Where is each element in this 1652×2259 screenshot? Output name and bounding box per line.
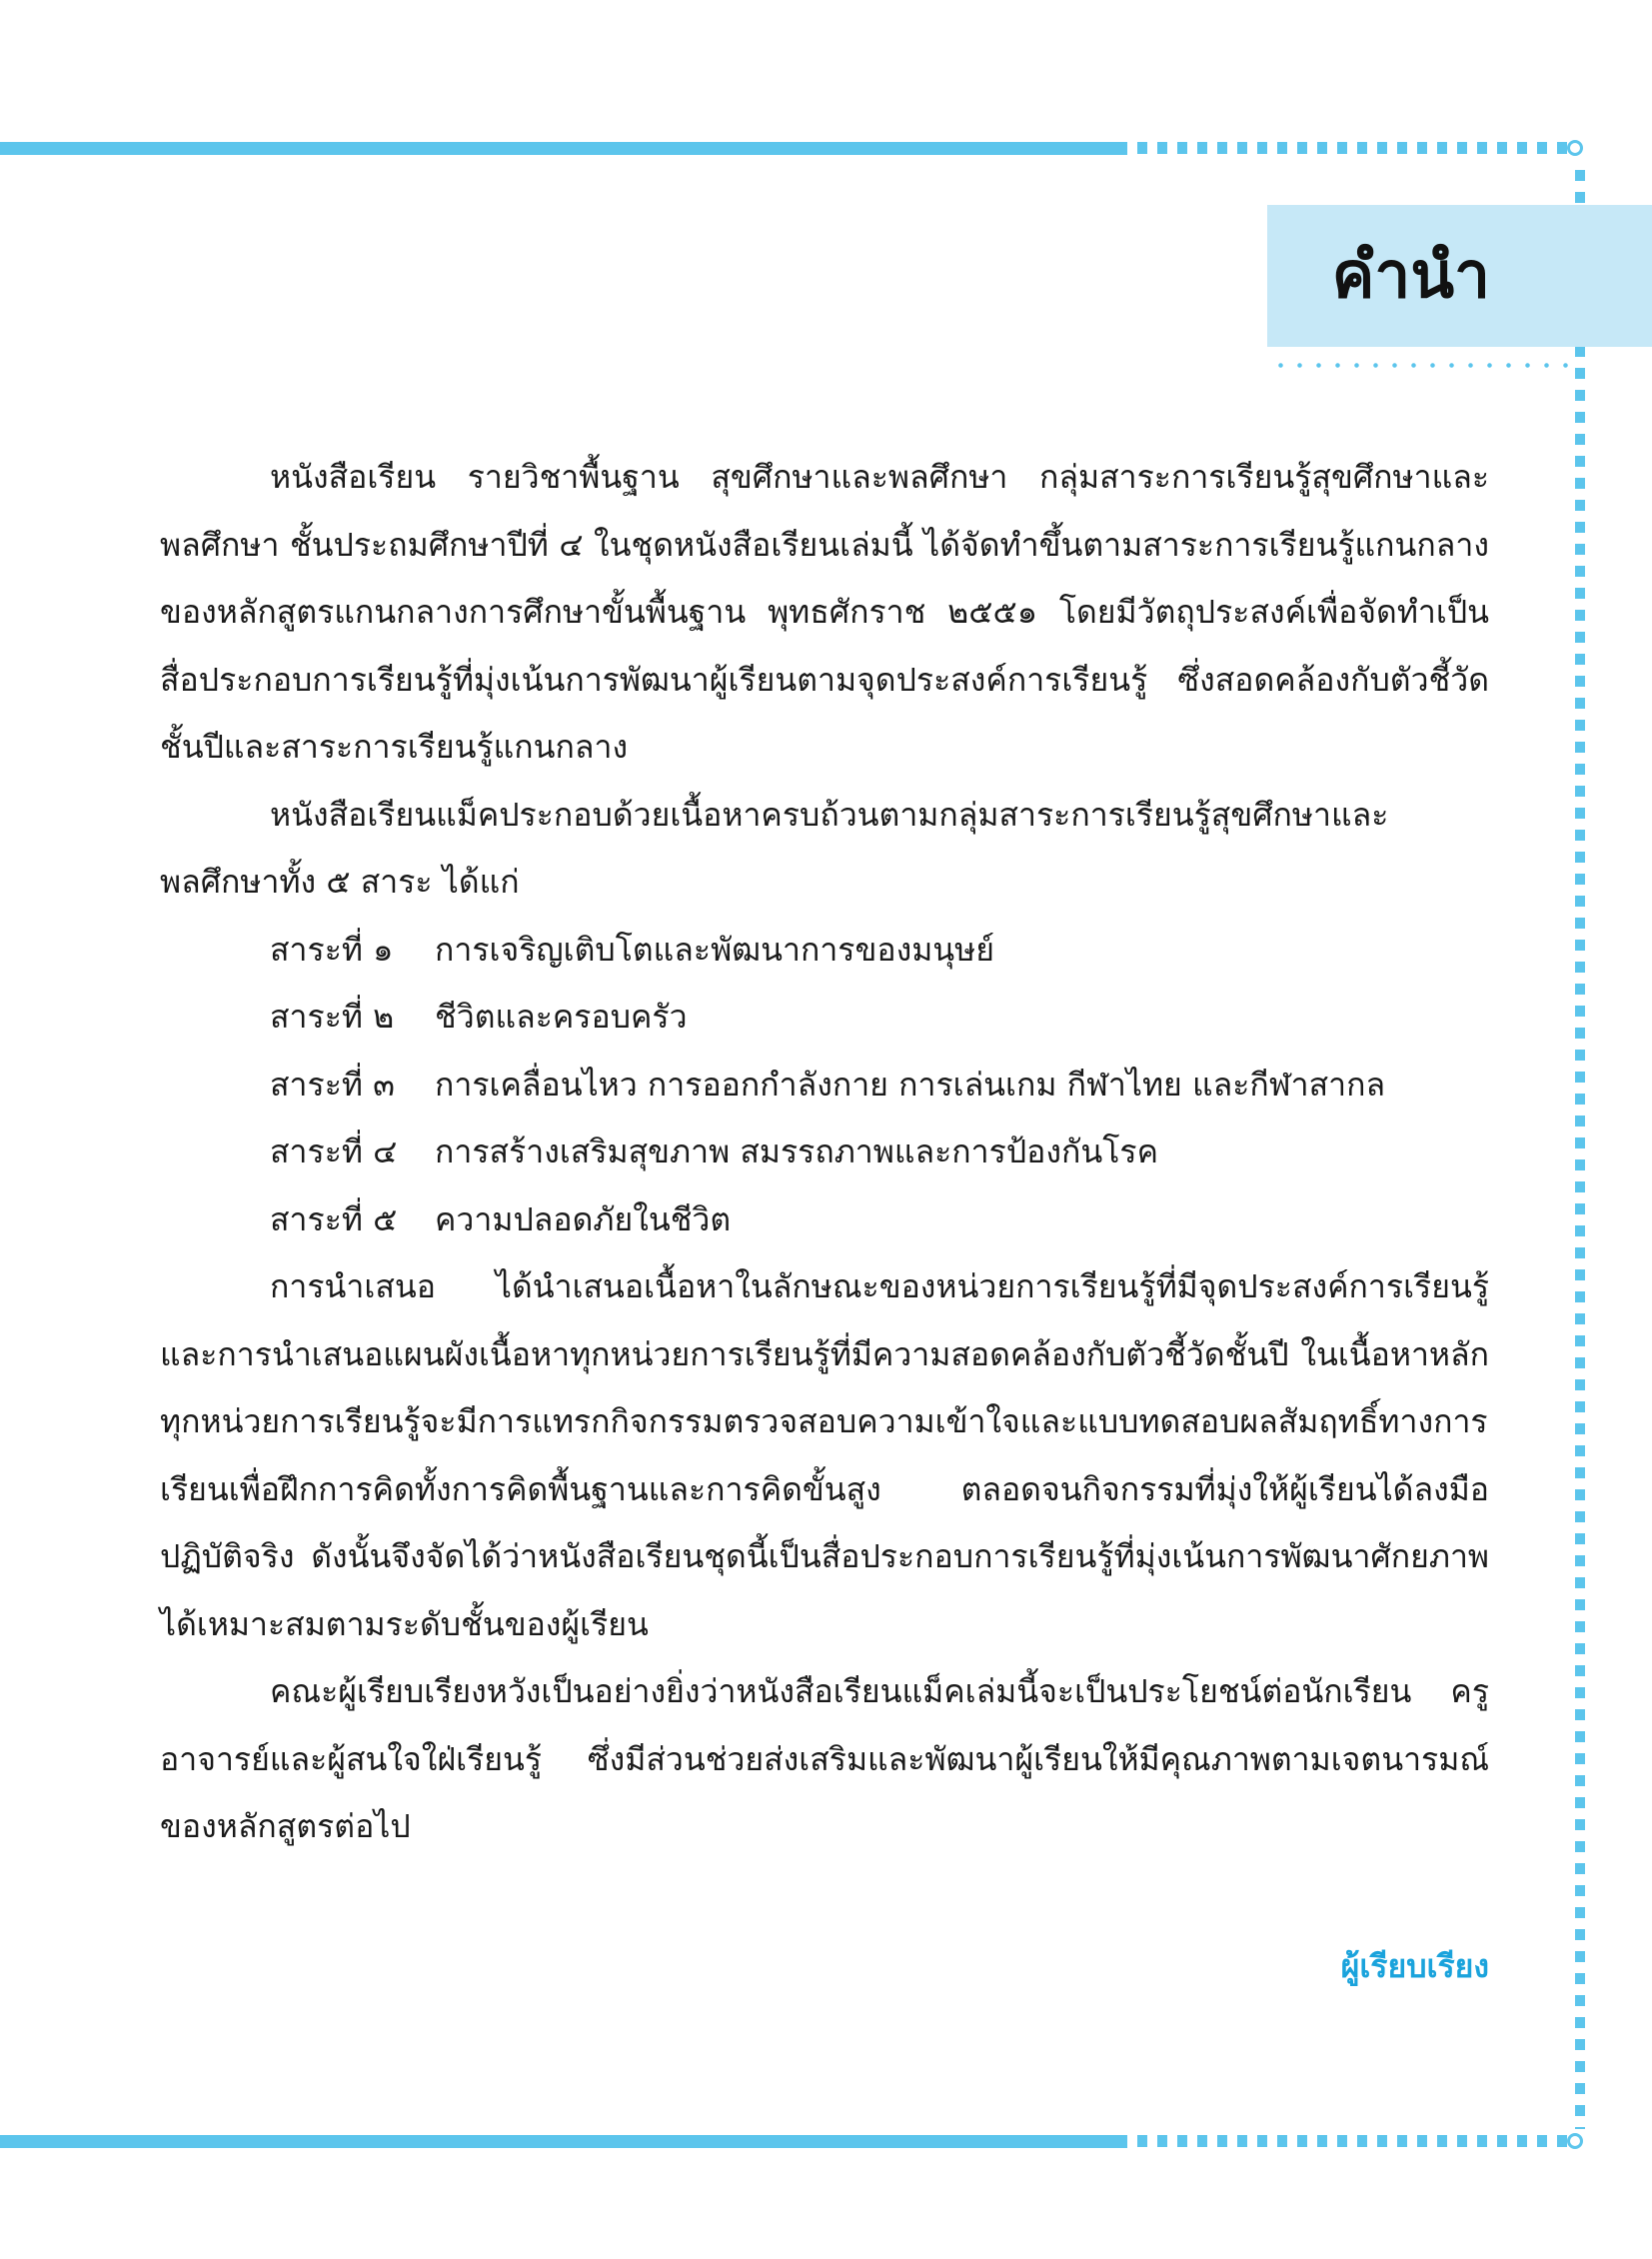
frame-corner-bottom-ornament xyxy=(1567,2133,1583,2149)
signature-compilers: ผู้เรียบเรียง xyxy=(1340,1947,1489,1985)
frame-corner-top-ornament xyxy=(1567,140,1583,156)
strand-label: สาระที่ ๕ xyxy=(270,1199,398,1238)
strand-item-3 xyxy=(160,1052,1489,1120)
strand-item-1 xyxy=(160,917,1489,985)
frame-top-dotted-line xyxy=(1137,142,1567,154)
strand-text: ความปลอดภัยในชีวิต xyxy=(435,1199,732,1238)
strand-label: สาระที่ ๑ xyxy=(270,930,394,969)
strand-text: การเคลื่อนไหว การออกกำลังกาย การเล่นเกม กีฬาไทย และกีฬาสากล xyxy=(435,1065,1386,1104)
strand-text: ชีวิตและครอบครัว xyxy=(435,998,688,1036)
strand-text: การเจริญเติบโตและพัฒนาการของมนุษย์ xyxy=(435,930,994,969)
title-box xyxy=(1267,205,1652,347)
preface-paragraph-4: คณะผู้เรียบเรียงหวังเป็นอย่างยิ่งว่าหนังสือเรียนแม็คเล่มนี้จะเป็นประโยชน์ต่อนักเรียน ครู อาจารย์และผู้สนใจใฝ่เรียนรู้ ซึ่งมีส่วนช่วยส่งเสริมและพัฒนาผู้เรียนให้มีคุณภาพตามเจตนารมณ์ของหลักสูตรต่อไป xyxy=(160,1672,1489,1845)
frame-bottom-dotted-line xyxy=(1137,2135,1567,2147)
strand-label: สาระที่ ๔ xyxy=(270,1132,398,1170)
title-dotted-underline xyxy=(1271,363,1571,368)
preface-paragraph-1: หนังสือเรียน รายวิชาพื้นฐาน สุขศึกษาและพลศึกษา กลุ่มสาระการเรียนรู้สุขศึกษาและพลศึกษา ชั้นประถมศึกษาปีที่ ๔ ในชุดหนังสือเรียนเล่มนี้ ได้จัดทำขึ้นตามสาระการเรียนรู้แกนกลางของหลักสูตรแกนกลางการศึกษาขั้นพื้นฐาน พุทธศักราช ๒๕๕๑ โดยมีวัตถุประสงค์เพื่อจัดทำเป็นสื่อประกอบการเรียนรู้ที่มุ่งเน้นการพัฒนาผู้เรียนตามจุดประสงค์การเรียนรู้ ซึ่งสอดคล้องกับตัวชี้วัดชั้นปีและสาระการเรียนรู้แกนกลาง xyxy=(160,458,1489,766)
preface-paragraph-3: การนำเสนอ ได้นำเสนอเนื้อหาในลักษณะของหน่วยการเรียนรู้ที่มีจุดประสงค์การเรียนรู้และการนำเสนอแผนผังเนื้อหาทุกหน่วยการเรียนรู้ที่มีความสอดคล้องกับตัวชี้วัดชั้นปี ในเนื้อหาหลักทุกหน่วยการเรียนรู้จะมีการแทรกกิจกรรมตรวจสอบความเข้าใจและแบบทดสอบผลสัมฤทธิ์ทางการเรียนเพื่อฝึกการคิดทั้งการคิดพื้นฐานและการคิดขั้นสูง ตลอดจนกิจกรรมที่มุ่งให้ผู้เรียนได้ลงมือปฏิบัติจริง ดังนั้นจึงจัดได้ว่าหนังสือเรียนชุดนี้เป็นสื่อประกอบการเรียนรู้ที่มุ่งเน้นการพัฒนาศักยภาพได้เหมาะสมตามระดับชั้นของผู้เรียน xyxy=(160,1267,1489,1643)
strand-item-4 xyxy=(160,1119,1489,1186)
page-title: คำนำ xyxy=(1331,239,1490,313)
strand-item-5 xyxy=(160,1186,1489,1254)
preface-paragraph-2: หนังสือเรียนแม็คประกอบด้วยเนื้อหาครบถ้วนตามกลุ่มสาระการเรียนรู้สุขศึกษาและพลศึกษาทั้ง ๕ สาระ ได้แก่ xyxy=(160,795,1389,901)
frame-right-dotted-line xyxy=(1575,170,1585,2129)
strand-label: สาระที่ ๒ xyxy=(270,998,395,1036)
strand-item-2 xyxy=(160,984,1489,1052)
frame-top-solid-line xyxy=(0,142,1127,155)
strand-text: การสร้างเสริมสุขภาพ สมรรถภาพและการป้องกันโรค xyxy=(435,1132,1158,1170)
strand-label: สาระที่ ๓ xyxy=(270,1065,396,1104)
frame-bottom-solid-line xyxy=(0,2135,1127,2148)
preface-body xyxy=(160,444,1489,1861)
strand-list xyxy=(160,917,1489,1254)
